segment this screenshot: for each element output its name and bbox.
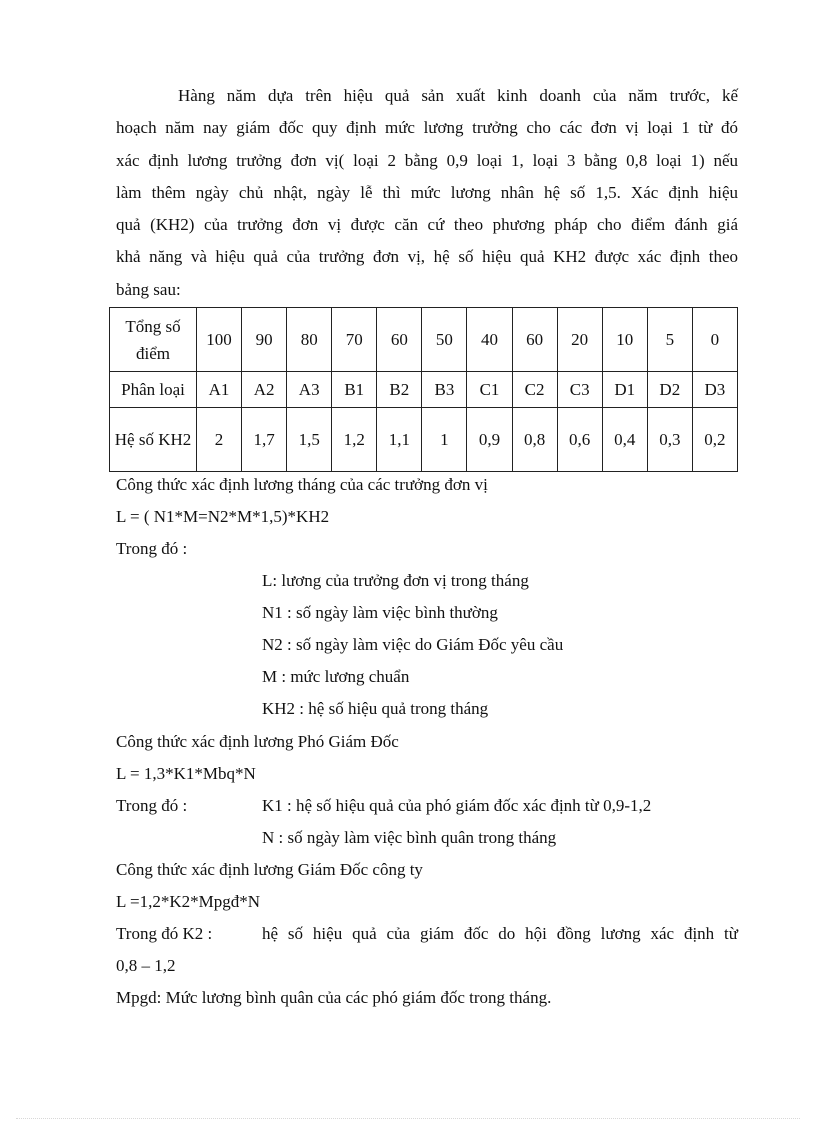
table-cell: 100 [197,308,242,372]
table-cell: D3 [692,372,737,408]
paragraph-line: quả (KH2) của trưởng đơn vị được căn cứ theo phương pháp cho điểm đánh giá [116,215,738,235]
section3-formula: L =1,2*K2*Mpgđ*N [116,892,261,911]
table-row [110,308,738,372]
table-cell: 50 [422,308,467,372]
table-cell: D1 [602,372,647,408]
section3-where-label: Trong đó K2 : [116,924,213,943]
table-cell: 60 [512,308,557,372]
paragraph-line: hoạch năm nay giám đốc quy định mức lương trưởng cho các đơn vị loại 1 từ đó [116,118,738,138]
section1-formula: L = ( N1*M=N2*M*1,5)*KH2 [116,507,330,526]
table-cell: 80 [287,308,332,372]
table-cell: C1 [467,372,512,408]
table-cell: 5 [647,308,692,372]
table-cell: 1,1 [377,408,422,472]
paragraph-line: xác định lương trưởng đơn vị( loại 2 bằng 0,9 loại 1, loại 3 bằng 0,8 loại 1) nếu [116,150,738,170]
intro-paragraph [116,80,738,306]
table-cell: 0,2 [692,408,737,472]
table-cell: 1,5 [287,408,332,472]
table-cell: 2 [197,408,242,472]
definition-item: M : mức lương chuẩn [262,667,410,686]
table-cell: 70 [332,308,377,372]
section3-heading: Công thức xác định lương Giám Đốc công ty [116,860,423,879]
table-cell: 1 [422,408,467,472]
section1-heading: Công thức xác định lương tháng của các trưởng đơn vị [116,475,488,494]
definition-item: K1 : hệ số hiệu quả của phó giám đốc xác định từ 0,9-1,2 [262,796,652,815]
definition-item: N : số ngày làm việc bình quân trong tháng [262,828,557,847]
table-cell: 0,6 [557,408,602,472]
table-row [110,372,738,408]
definition-item: L: lương của trưởng đơn vị trong tháng [262,571,529,590]
table-cell: 90 [242,308,287,372]
table-cell: C2 [512,372,557,408]
row-label-classification: Phân loại [110,372,197,408]
table-cell: 10 [602,308,647,372]
paragraph-line: bảng sau: [116,279,181,299]
table-cell: 0,8 [512,408,557,472]
row-label-kh2-coefficient: Hệ số KH2 [110,408,197,472]
table-cell: 1,7 [242,408,287,472]
definition-item: N1 : số ngày làm việc bình thường [262,603,498,622]
section3-def-text: hệ số hiệu quả của giám đốc do hội đồng lương xác định từ [262,924,738,943]
table-cell: 60 [377,308,422,372]
table-cell: A1 [197,372,242,408]
section2-where-label: Trong đó : [116,796,188,815]
table-row [110,408,738,472]
paragraph-line: Hàng năm dựa trên hiệu quả sản xuất kinh doanh của năm trước, kế [178,86,738,105]
definition-item [262,923,738,945]
section3-def-continued: 0,8 – 1,2 [116,956,176,975]
table-cell: A2 [242,372,287,408]
table-cell: 0,4 [602,408,647,472]
kh2-score-table [109,307,738,472]
paragraph-line: khả năng và hiệu quả của trưởng đơn vị, hệ số hiệu quả KH2 được xác định theo [116,247,738,267]
definition-item: KH2 : hệ số hiệu quả trong tháng [262,699,489,718]
paragraph-line: làm thêm ngày chủ nhật, ngày lễ thì mức lương nhân hệ số 1,5. Xác định hiệu [116,182,738,202]
table-cell: B1 [332,372,377,408]
section1-where-label: Trong đó : [116,539,188,558]
table-cell: D2 [647,372,692,408]
section2-heading: Công thức xác định lương Phó Giám Đốc [116,732,399,751]
row-label-total-score: Tổng số điểm [110,308,197,372]
table-cell: 0,9 [467,408,512,472]
table-cell: C3 [557,372,602,408]
mpgd-definition: Mpgd: Mức lương bình quân của các phó giám đốc trong tháng. [116,988,552,1007]
table-cell: B2 [377,372,422,408]
definition-item: N2 : số ngày làm việc do Giám Đốc yêu cầu [262,635,564,654]
table-cell: A3 [287,372,332,408]
table-cell: 0 [692,308,737,372]
page-bottom-rule [16,1118,800,1119]
section2-formula: L = 1,3*K1*Mbq*N [116,764,256,783]
table-cell: 0,3 [647,408,692,472]
table-cell: 40 [467,308,512,372]
table-cell: B3 [422,372,467,408]
table-cell: 20 [557,308,602,372]
table-cell: 1,2 [332,408,377,472]
